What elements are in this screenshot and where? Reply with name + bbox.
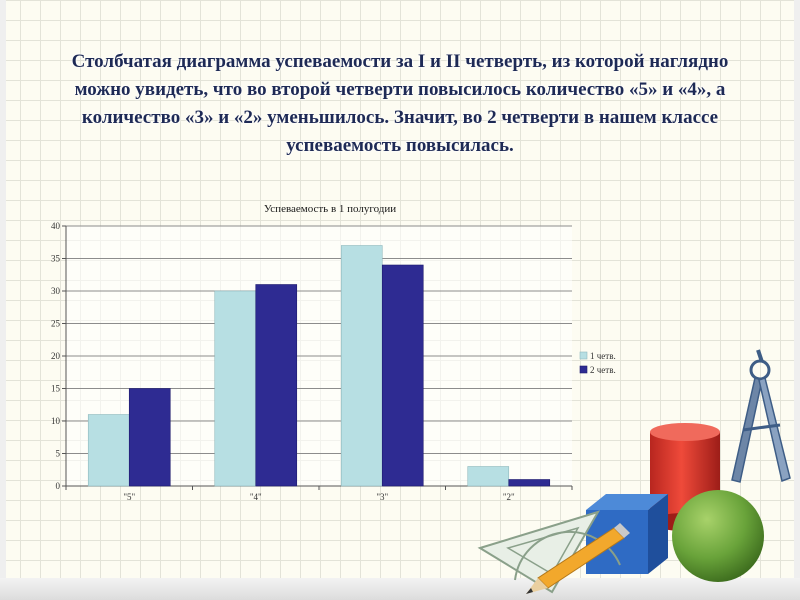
bar-1-1: [88, 415, 129, 487]
bar-1-3: [341, 246, 382, 487]
x-tick-label: "2": [502, 492, 515, 502]
bar-2-2: [256, 285, 297, 487]
chart-legend: [580, 351, 616, 375]
bar-2-1: [129, 389, 170, 487]
y-tick-label: 0: [55, 481, 60, 491]
y-tick-label: 20: [51, 351, 60, 361]
bar-1-4: [468, 467, 509, 487]
legend-swatch: [580, 366, 587, 373]
bar-1-2: [215, 291, 256, 486]
bar-2-4: [509, 480, 550, 487]
legend-swatch: [580, 352, 587, 359]
bar-2-3: [382, 265, 423, 486]
y-tick-label: 25: [51, 318, 60, 329]
legend-label: 1 четв.: [590, 351, 616, 361]
x-tick-label: "5": [123, 492, 136, 502]
legend-label: 2 четв.: [590, 365, 616, 375]
y-tick-label: 35: [51, 253, 60, 264]
x-tick-label: "4": [249, 492, 262, 502]
y-tick-label: 10: [51, 416, 60, 426]
y-tick-label: 5: [55, 448, 60, 459]
x-tick-label: "3": [376, 492, 389, 502]
y-tick-label: 30: [51, 286, 60, 296]
slide-heading: Столбчатая диаграмма успеваемости за I и II четверть, из которой наглядно можно увидеть, что во второй четверти повысилось количество «5» и «4», а количество «3» и «2» уменьшилось. Значит, во 2 четверти в нашем классе успеваемость повысилась.: [71, 51, 729, 156]
chart-title: Успеваемость в 1 полугодии: [263, 203, 397, 215]
y-tick-label: 40: [51, 221, 60, 231]
y-tick-label: 15: [51, 383, 60, 394]
